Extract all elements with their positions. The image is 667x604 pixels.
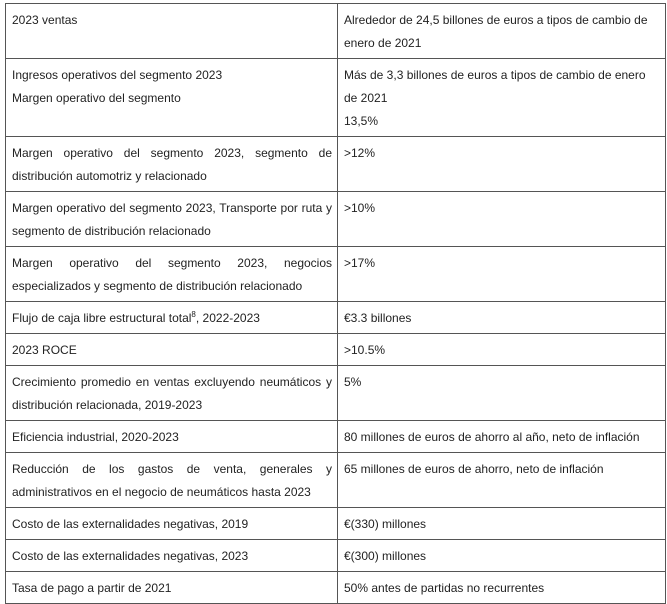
row-label: Margen operativo del segmento 2023, Transporte por ruta y segmento de distribución relacionado: [12, 201, 332, 238]
row-label-cell: [6, 137, 338, 192]
table-row: [6, 421, 666, 453]
row-value-cell: [338, 508, 666, 540]
row-value-cell: [338, 59, 666, 137]
row-value: €(330) millones: [344, 517, 427, 531]
table-row: [6, 247, 666, 302]
row-label-cell: [6, 334, 338, 366]
row-label-cell: [6, 247, 338, 302]
table-row: [6, 334, 666, 366]
row-value-cell: [338, 4, 666, 59]
row-label: Margen operativo del segmento 2023, negocios especializados y segmento de distribución relacionado: [12, 256, 332, 293]
row-label: Crecimiento promedio en ventas excluyendo neumáticos y distribución relacionada, 2019-2023: [12, 375, 332, 412]
table-row: [6, 59, 666, 137]
row-value: 50% antes de partidas no recurrentes: [344, 581, 545, 595]
table-row: [6, 540, 666, 572]
row-label-cell: [6, 572, 338, 604]
row-value: €(300) millones: [344, 549, 427, 563]
row-label-main: Flujo de caja libre estructural total: [12, 311, 192, 325]
table-row: [6, 192, 666, 247]
table-row: [6, 508, 666, 540]
row-label: [12, 307, 332, 330]
row-label: Margen operativo del segmento 2023, segmento de distribución automotriz y relacionado: [12, 146, 332, 183]
row-label-cell: [6, 192, 338, 247]
row-value: 5%: [344, 375, 362, 389]
row-value-cell: [338, 572, 666, 604]
row-value: >10.5%: [344, 343, 386, 357]
row-value-cell: [338, 334, 666, 366]
row-label: Ingresos operativos del segmento 2023: [12, 68, 223, 82]
row-label-cell: [6, 421, 338, 453]
table-row: [6, 366, 666, 421]
table-row: [6, 4, 666, 59]
table-row: [6, 137, 666, 192]
row-value-cell: [338, 421, 666, 453]
row-label: Reducción de los gastos de venta, generales y administrativos en el negocio de neumáticos hasta 2023: [12, 462, 332, 499]
row-label-cell: [6, 59, 338, 137]
row-value: 65 millones de euros de ahorro, neto de inflación: [344, 462, 604, 476]
row-label: 2023 ROCE: [12, 343, 77, 357]
row-label: Eficiencia industrial, 2020-2023: [12, 430, 179, 444]
row-value: 13,5%: [344, 114, 379, 128]
row-label-cell: [6, 508, 338, 540]
row-value: 80 millones de euros de ahorro al año, neto de inflación: [344, 430, 640, 444]
page-top-crop: [5, 0, 664, 3]
footnote-marker: 8: [191, 310, 196, 319]
row-label-cell: [6, 453, 338, 508]
table-row: [6, 572, 666, 604]
row-value-cell: [338, 453, 666, 508]
row-value: Más de 3,3 billones de euros a tipos de cambio de enero de 2021: [344, 68, 646, 105]
row-label-cell: [6, 4, 338, 59]
row-value: >17%: [344, 256, 376, 270]
table-row: [6, 302, 666, 334]
row-value-cell: [338, 192, 666, 247]
row-value: Alrededor de 24,5 billones de euros a tipos de cambio de enero de 2021: [344, 13, 648, 50]
row-value: >12%: [344, 146, 376, 160]
row-label-cell: [6, 366, 338, 421]
row-value-cell: [338, 137, 666, 192]
row-value: >10%: [344, 201, 376, 215]
row-label-cell: [6, 302, 338, 334]
row-label: Margen operativo del segmento: [12, 91, 181, 105]
row-label: Tasa de pago a partir de 2021: [12, 581, 172, 595]
row-value: €3.3 billones: [344, 311, 412, 325]
targets-table: [5, 3, 666, 604]
table-row: [6, 453, 666, 508]
row-label: Costo de las externalidades negativas, 2019: [12, 517, 249, 531]
row-value-cell: [338, 366, 666, 421]
row-value-cell: [338, 540, 666, 572]
row-label: 2023 ventas: [12, 13, 78, 27]
row-value-cell: [338, 247, 666, 302]
row-value-cell: [338, 302, 666, 334]
row-label: Costo de las externalidades negativas, 2023: [12, 549, 249, 563]
row-label-cell: [6, 540, 338, 572]
row-label-tail: , 2022-2023: [195, 311, 260, 325]
